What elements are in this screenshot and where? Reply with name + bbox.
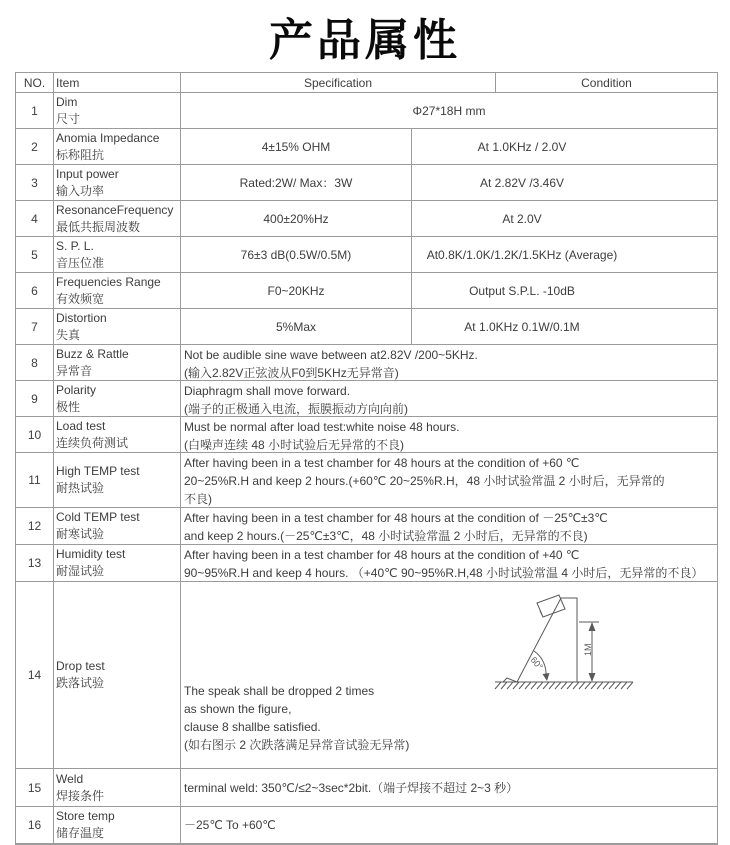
table-row-10	[16, 416, 717, 452]
spec-line: (白噪声连续 48 小时试验后无异常的不良)	[184, 438, 405, 452]
board-foot	[503, 678, 517, 682]
specification-cell: F0~20KHz	[180, 273, 411, 308]
row-number: 3	[31, 175, 38, 190]
item-cell	[53, 129, 180, 164]
item-cell	[53, 582, 180, 768]
item-cell	[53, 769, 180, 806]
table-row-5	[16, 236, 717, 272]
row-number: 10	[27, 427, 42, 442]
spec-line: (如右图示 2 次跌落满足异常音试验无异常)	[184, 738, 410, 752]
item-cell	[53, 201, 180, 236]
item-name-zh: 异常音	[56, 363, 93, 378]
item-name-zh: 标称阻抗	[56, 147, 105, 162]
item-cell	[53, 345, 180, 380]
row-number: 16	[27, 818, 42, 832]
item-name-en: ResonanceFrequency	[56, 202, 174, 217]
row-number: 12	[27, 519, 42, 533]
item-name-zh: 储存温度	[56, 826, 105, 840]
spec-line: as shown the figure,	[184, 702, 292, 716]
col-header-no: NO.	[23, 75, 46, 90]
row-number: 8	[31, 355, 38, 370]
specification-merged-cell	[180, 769, 717, 806]
specification-merged-cell	[180, 508, 717, 544]
spec-line: After having been in a test chamber for 48 hours at the condition of －25℃±3℃	[184, 511, 608, 525]
item-name-en: Drop test	[56, 659, 105, 673]
item-cell	[53, 93, 180, 128]
item-name-zh: 跌落试验	[56, 676, 105, 690]
item-cell	[53, 417, 180, 452]
specification-cell: 5%Max	[180, 309, 411, 344]
table-row-1	[16, 92, 717, 128]
spec-line: －25℃ To +60℃	[184, 818, 276, 832]
specification-cell: 4±15% OHM	[180, 129, 411, 164]
specification-cell: Rated:2W/ Max：3W	[180, 165, 411, 200]
specification-merged-cell: Φ27*18H mm	[180, 93, 717, 128]
height-label: 1M	[583, 643, 593, 656]
item-name-zh: 连续负荷测试	[56, 435, 129, 450]
spec-line: and keep 2 hours.(－25℃±3℃，48 小时试验常温 2 小时后，无异常的不良)	[184, 529, 588, 543]
item-cell	[53, 381, 180, 416]
condition-cell: At 1.0KHz / 2.0V	[411, 129, 717, 164]
table-row-16	[16, 806, 717, 843]
table-row-8	[16, 344, 717, 380]
spec-line: (端子的正极通入电流，振膜振动方向向前)	[184, 402, 408, 416]
item-cell	[53, 453, 180, 507]
item-name-en: Load test	[56, 418, 106, 433]
condition-cell: At 2.0V	[411, 201, 717, 236]
col-header-specification: Specification	[180, 73, 495, 92]
item-name-zh: 极性	[56, 399, 81, 414]
row-number: 14	[27, 668, 42, 682]
row-number: 6	[31, 283, 38, 298]
item-name-en: S. P. L.	[56, 238, 94, 253]
condition-cell: At 1.0KHz 0.1W/0.1M	[411, 309, 717, 344]
item-name-zh: 有效频宽	[56, 291, 105, 306]
header-row	[16, 73, 717, 92]
specification-merged-cell	[180, 417, 717, 452]
spec-line: After having been in a test chamber for 48 hours at the condition of +40 ℃	[184, 548, 580, 562]
item-name-en: Input power	[56, 166, 119, 181]
angle-label: 60°	[528, 654, 545, 672]
dimension-arrow-down	[589, 673, 596, 682]
item-name-en: Dim	[56, 94, 78, 109]
item-cell	[53, 545, 180, 581]
item-name-zh: 耐湿试验	[56, 564, 105, 578]
product-spec-table	[15, 72, 718, 845]
row-number: 13	[27, 556, 42, 570]
item-cell	[53, 508, 180, 544]
item-name-zh: 焊接条件	[56, 788, 105, 803]
item-name-en: Humidity test	[56, 547, 126, 561]
condition-cell: Output S.P.L. -10dB	[411, 273, 717, 308]
specification-merged-cell	[180, 545, 717, 581]
item-name-en: High TEMP test	[56, 464, 140, 478]
tilted-board	[517, 598, 577, 682]
drop-test-diagram	[487, 594, 637, 694]
specification-merged-cell	[180, 453, 717, 507]
speaker-icon	[537, 595, 565, 617]
item-cell	[53, 165, 180, 200]
spec-line: Diaphragm shall move forward.	[184, 384, 351, 398]
item-name-zh: 耐寒试验	[56, 527, 105, 541]
table-row-3	[16, 164, 717, 200]
item-name-en: Distortion	[56, 310, 107, 325]
item-name-en: Polarity	[56, 382, 97, 397]
col-header-item: Item	[53, 73, 180, 92]
row-number: 15	[27, 780, 42, 795]
table-row-4	[16, 200, 717, 236]
item-cell	[53, 237, 180, 272]
item-name-en: Buzz & Rattle	[56, 346, 129, 361]
item-name-en: Store temp	[56, 809, 115, 823]
spec-line: After having been in a test chamber for 48 hours at the condition of +60 ℃	[184, 456, 580, 470]
row-number: 4	[31, 211, 38, 226]
item-name-zh: 输入功率	[56, 183, 105, 198]
specification-merged-cell	[180, 345, 717, 380]
spec-line: Must be normal after load test:white noise 48 hours.	[184, 420, 460, 434]
row-number: 11	[28, 473, 41, 487]
item-name-en: Anomia Impedance	[56, 130, 160, 145]
table-row-15	[16, 768, 717, 806]
dimension-arrow-up	[589, 622, 596, 631]
table-row-7	[16, 308, 717, 344]
spec-line: (输入2.82V正弦波从F0到5KHz无异常音)	[184, 366, 399, 380]
item-name-en: Cold TEMP test	[56, 510, 140, 524]
page-title: 产品属性	[269, 16, 461, 65]
item-name-zh: 最低共振周波数	[56, 219, 141, 234]
item-name-en: Frequencies Range	[56, 274, 161, 289]
spec-line: 90~95%R.H and keep 4 hours. （+40℃ 90~95%R.H,48 小时试验常温 4 小时后，无异常的不良）	[184, 566, 704, 580]
spec-line: clause 8 shallbe satisfied.	[184, 720, 321, 734]
drop-test-description	[184, 682, 409, 754]
row-number: 1	[31, 103, 38, 118]
spec-line: 不良)	[184, 492, 212, 506]
drop-test-cell	[180, 582, 717, 768]
specification-cell: 76±3 dB(0.5W/0.5M)	[180, 237, 411, 272]
item-name-en: Weld	[56, 771, 84, 786]
item-cell	[53, 807, 180, 843]
angle-arrow	[543, 673, 550, 681]
item-name-zh: 耐热试验	[56, 481, 105, 495]
spec-line: terminal weld: 350℃/≤2~3sec*2bit.（端子焊接不超过 2~3 秒）	[184, 780, 519, 795]
specification-cell: 400±20%Hz	[180, 201, 411, 236]
spec-line: Not be audible sine wave between at2.82V /200~5KHz.	[184, 348, 478, 362]
item-cell	[53, 309, 180, 344]
item-name-zh: 尺寸	[56, 111, 81, 126]
col-header-condition: Condition	[495, 73, 717, 92]
row-number: 7	[31, 319, 38, 334]
row-number: 5	[31, 247, 38, 262]
table-row-9	[16, 380, 717, 416]
condition-cell: At 2.82V /3.46V	[411, 165, 717, 200]
spec-line: 20~25%R.H and keep 2 hours.(+60℃ 20~25%R.H，48 小时试验常温 2 小时后，无异常的	[184, 474, 665, 488]
specification-merged-cell	[180, 807, 717, 843]
table-row-12	[16, 507, 717, 544]
table-row-2	[16, 128, 717, 164]
table-row-6	[16, 272, 717, 308]
condition-cell: At0.8K/1.0K/1.2K/1.5KHz (Average)	[411, 237, 717, 272]
item-name-zh: 音压位准	[56, 255, 105, 270]
specification-merged-cell	[180, 381, 717, 416]
table-row-13	[16, 544, 717, 581]
item-name-zh: 失真	[56, 327, 81, 342]
spec-line: The speak shall be dropped 2 times	[184, 684, 375, 698]
row-number: 2	[31, 139, 38, 154]
table-row-14	[16, 581, 717, 768]
row-number: 9	[31, 391, 38, 406]
ground-hatching	[495, 682, 633, 689]
table-row-11	[16, 452, 717, 507]
item-cell	[53, 273, 180, 308]
